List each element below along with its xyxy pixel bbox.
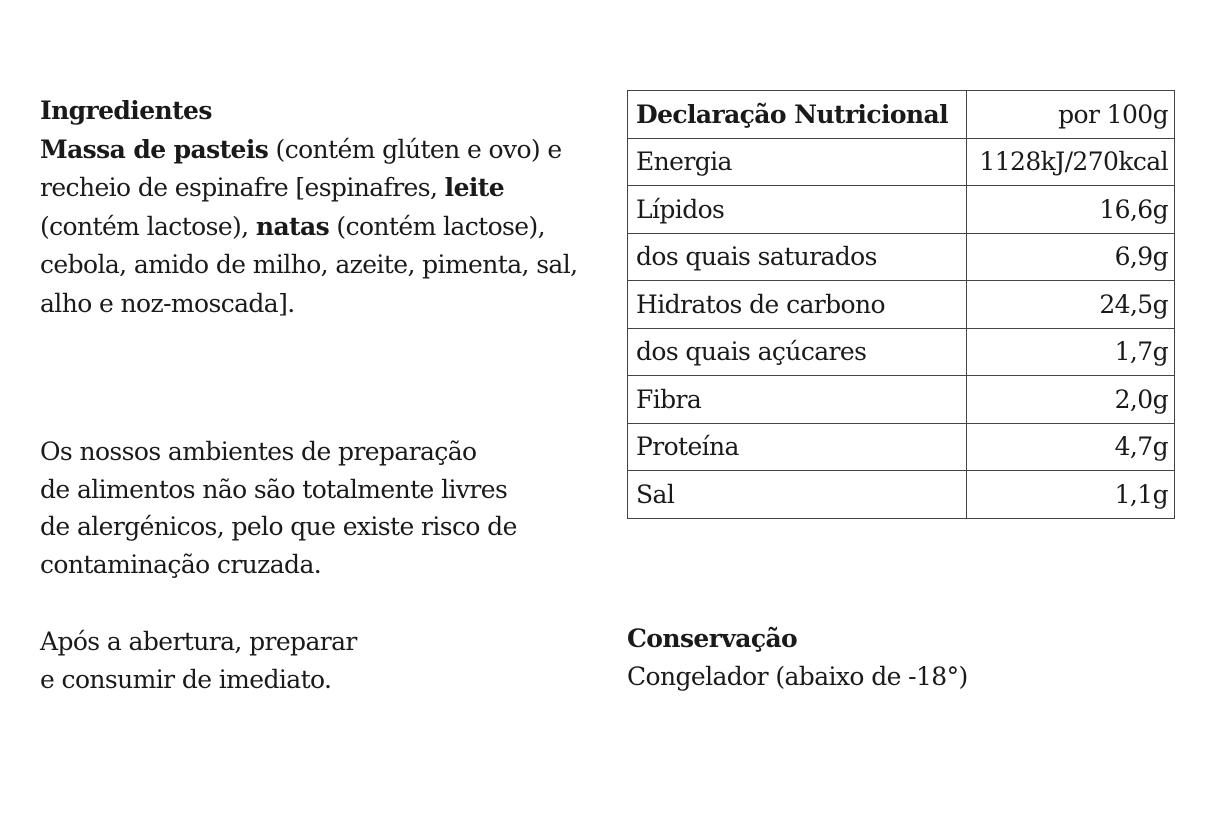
ingredients-heading: Ingredientes [40,96,212,125]
ingredients-segment: natas [255,211,330,241]
conservation-text: Congelador (abaixo de -18°) [627,662,968,691]
nutrient-label: Lípidos [628,186,967,234]
conservation-section [627,620,1187,696]
nutrition-per-unit: por 100g [967,91,1175,139]
ingredients-segment: Massa de pasteis [40,134,269,164]
conservation-heading: Conservação [627,624,798,653]
ingredients-text [40,131,600,324]
nutrient-value: 2,0g [967,376,1175,424]
allergen-note-line: Os nossos ambientes de preparação [40,437,477,466]
nutrient-value: 1,7g [967,328,1175,376]
allergen-note-line: contaminação cruzada. [40,549,322,579]
nutrient-label: Hidratos de carbono [628,281,967,329]
after-opening-line: Após a abertura, preparar [40,627,357,656]
nutrition-table [627,90,1175,519]
allergen-note [40,433,600,583]
nutrition-title: Declaração Nutricional [628,91,967,139]
ingredients-segment: (contém glúten e ovo) e recheio de espinafre [espinafres, [40,134,562,202]
ingredients-segment: (contém lactose), cebola, amido de milho, azeite, pimenta, sal, alho e noz-moscada]. [40,211,578,318]
table-row [628,186,1175,234]
after-opening-note [40,623,600,698]
table-row [628,328,1175,376]
table-row [628,376,1175,424]
allergen-note-line: de alimentos não são totalmente livres [40,474,508,504]
nutrition-header-row [628,91,1175,139]
nutrient-label: dos quais saturados [628,233,967,281]
nutrient-value: 1128kJ/270kcal [967,138,1175,186]
nutrient-label: Sal [628,471,967,519]
nutrient-value: 4,7g [967,423,1175,471]
allergen-note-line: de alergénicos, pelo que existe risco de [40,512,517,541]
after-opening-line: e consumir de imediato. [40,664,332,694]
nutrient-label: Fibra [628,376,967,424]
table-row [628,281,1175,329]
ingredients-section [40,92,600,323]
nutrient-value: 1,1g [967,471,1175,519]
ingredients-segment: leite [444,173,505,202]
table-row [628,423,1175,471]
table-row [628,471,1175,519]
table-row [628,233,1175,281]
nutrient-label: Proteína [628,423,967,471]
nutrient-value: 24,5g [967,281,1175,329]
table-row [628,138,1175,186]
nutrient-label: Energia [628,138,967,186]
nutrient-value: 16,6g [967,186,1175,234]
nutrient-value: 6,9g [967,233,1175,281]
ingredients-segment: (contém lactose), [40,211,256,241]
nutrient-label: dos quais açúcares [628,328,967,376]
